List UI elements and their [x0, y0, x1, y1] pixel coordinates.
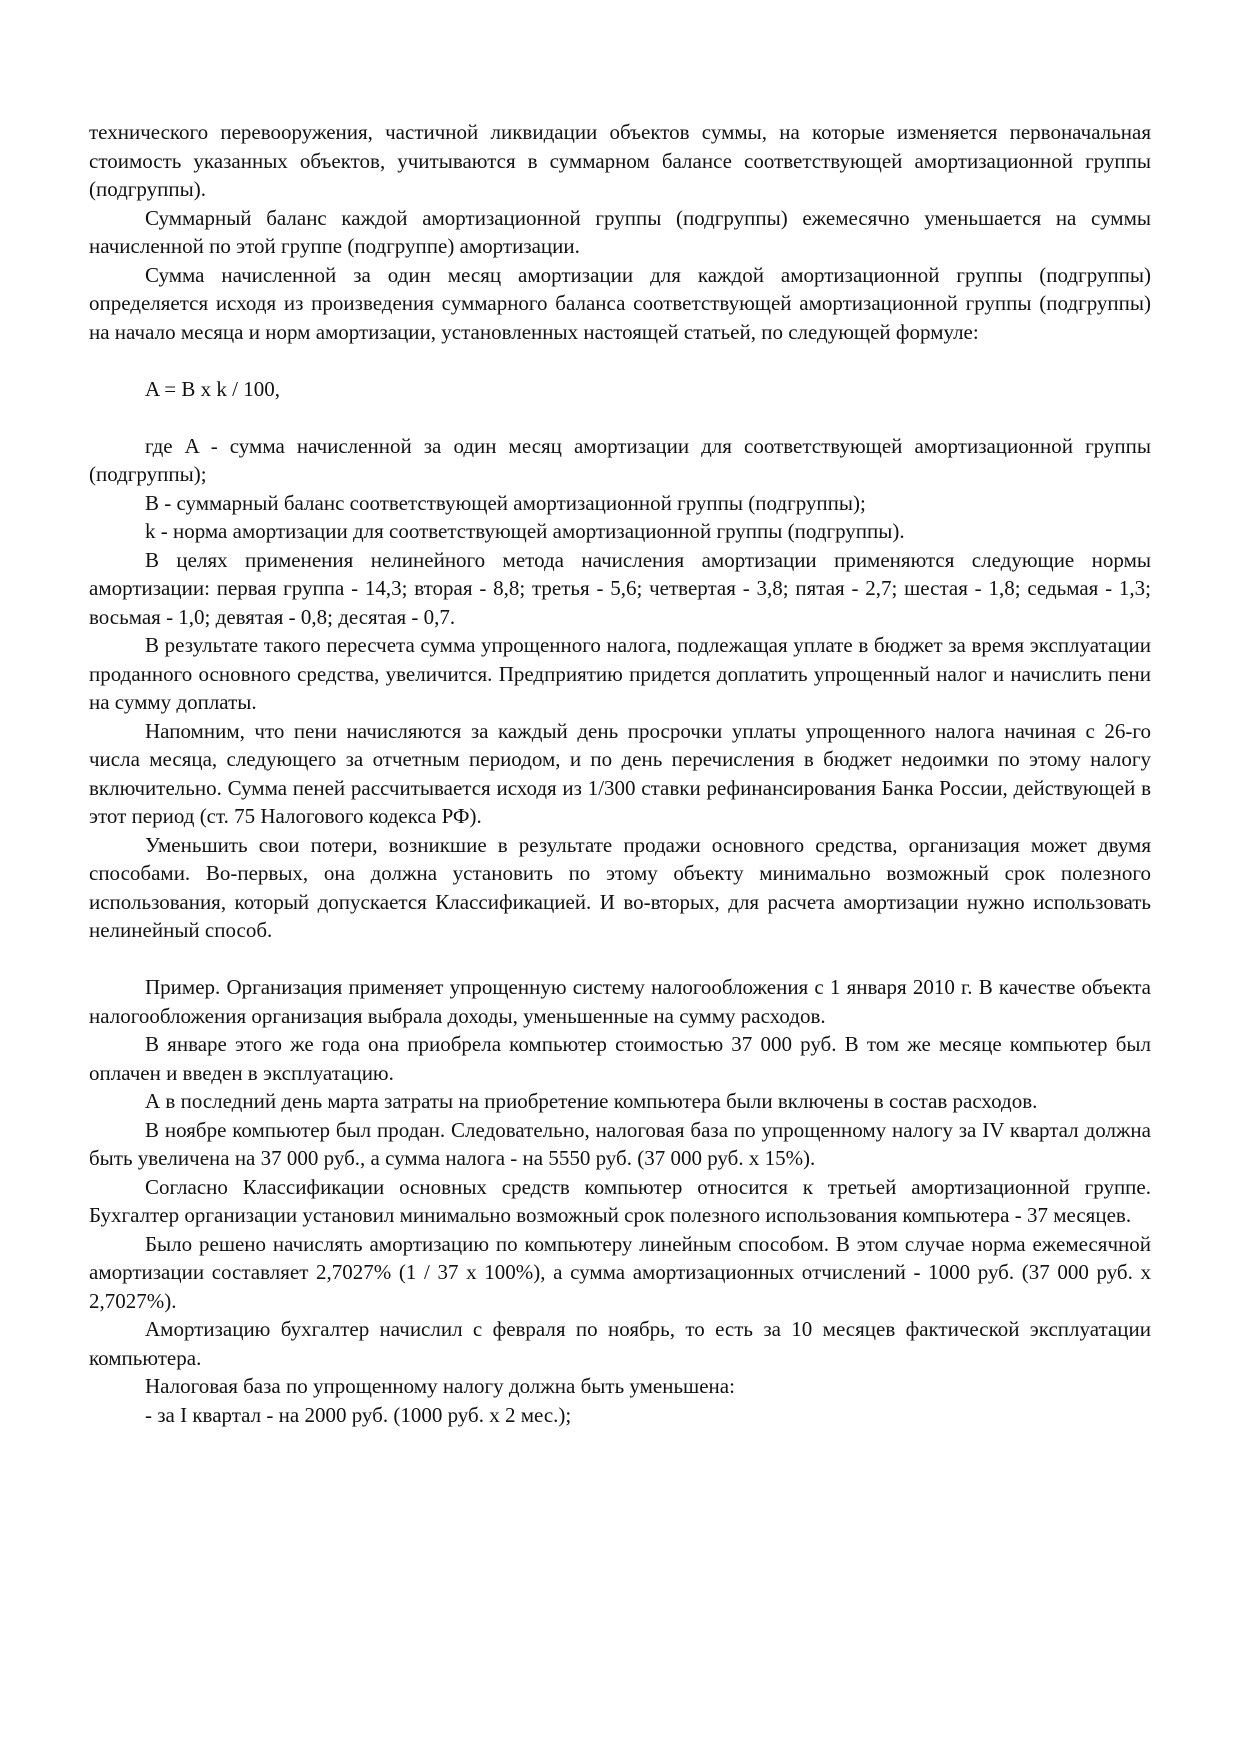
paragraph-amortization-norms: В целях применения нелинейного метода начисления амортизации применяются следующие нормы амортизации: первая группа - 14,3; вторая - 8,8; третья - 5,6; четвертая - 3,8; пятая - 2,7; шестая - 1,8; седьмая - 1,3; восьмая - 1,0; девятая - 0,8; десятая - 0,7.: [89, 547, 1151, 629]
paragraph-summary-balance: Суммарный баланс каждой амортизационной группы (подгруппы) ежемесячно уменьшается на суммы начисленной по этой группе (подгруппе) амортизации.: [89, 205, 1151, 258]
paragraph-november-sale: В ноябре компьютер был продан. Следовательно, налоговая база по упрощенному налогу за IV квартал должна быть увеличена на 37 000 руб., а сумма налога - на 5550 руб. (37 000 руб. x 15%).: [89, 1117, 1151, 1170]
paragraph-penalties: Напомним, что пени начисляются за каждый день просрочки уплаты упрощенного налога начиная с 26-го числа месяца, следующего за отчетным периодом, и по день перечисления в бюджет недоимки по этому налогу включительно. Сумма пеней рассчитывается исходя из 1/300 ставки рефинансирования Банка России, действующей в этот период (ст. 75 Налогового кодекса РФ).: [89, 718, 1151, 828]
paragraph-classification: Согласно Классификации основных средств компьютер относится к третьей амортизационной группе. Бухгалтер организации установил минимально возможный срок полезного использования компьютера - 37 месяцев.: [89, 1174, 1151, 1227]
formula-definition-k: k - норма амортизации для соответствующей амортизационной группы (подгруппы).: [145, 519, 905, 543]
paragraph-linear-method: Было решено начислять амортизацию по компьютеру линейным способом. В этом случае норма ежемесячной амортизации составляет 2,7027% (1 / 37 x 100%), а сумма амортизационных отчислений - 1000 руб. (37 000 руб. x 2,7027%).: [89, 1231, 1151, 1313]
paragraph-tax-base-reduction: Налоговая база по упрощенному налогу должна быть уменьшена:: [145, 1374, 735, 1398]
formula-definition-a: где A - сумма начисленной за один месяц амортизации для соответствующей амортизационной группы (подгруппы);: [89, 433, 1151, 486]
paragraph-march-expenses: А в последний день марта затраты на приобретение компьютера были включены в состав расходов.: [145, 1089, 1038, 1113]
list-item-q1: - за I квартал - на 2000 руб. (1000 руб. x 2 мес.);: [145, 1402, 572, 1427]
paragraph-january-purchase: В январе этого же года она приобрела компьютер стоимостью 37 000 руб. В том же месяце компьютер был оплачен и введен в эксплуатацию.: [89, 1032, 1151, 1085]
paragraph-example: Пример. Организация применяет упрощенную систему налогообложения с 1 января 2010 г. В качестве объекта налогообложения организация выбрала доходы, уменьшенные на сумму расходов.: [89, 975, 1151, 1028]
paragraph-recalculation: В результате такого пересчета сумма упрощенного налога, подлежащая уплате в бюджет за время эксплуатации проданного основного средства, увеличится. Предприятию придется доплатить упрощенный налог и начислить пени на сумму доплаты.: [89, 633, 1151, 714]
paragraph-accrual-period: Амортизацию бухгалтер начислил с февраля по ноябрь, то есть за 10 месяцев фактической эксплуатации компьютера.: [89, 1317, 1151, 1370]
paragraph-monthly-amortization: Сумма начисленной за один месяц амортизации для каждой амортизационной группы (подгруппы) определяется исходя из произведения суммарного баланса соответствующей амортизационной группы (подгруппы) на начало месяца и норм амортизации, установленных настоящей статьей, по следующей формуле:: [89, 262, 1151, 344]
formula: A = B x k / 100,: [145, 376, 280, 401]
document-page: [89, 118, 1151, 1429]
paragraph-reduce-losses: Уменьшить свои потери, возникшие в результате продажи основного средства, организация может двумя способами. Во-первых, она должна установить по этому объекту минимально возможный срок полезного использования, который допускается Классификацией. И во-вторых, для расчета амортизации нужно использовать нелинейный способ.: [89, 832, 1151, 942]
formula-definition-b: B - суммарный баланс соответствующей амортизационной группы (подгруппы);: [145, 490, 866, 515]
paragraph-continuation: технического перевооружения, частичной ликвидации объектов суммы, на которые изменяется первоначальная стоимость указанных объектов, учитываются в суммарном балансе соответствующей амортизационной группы (подгруппы).: [89, 120, 1151, 201]
